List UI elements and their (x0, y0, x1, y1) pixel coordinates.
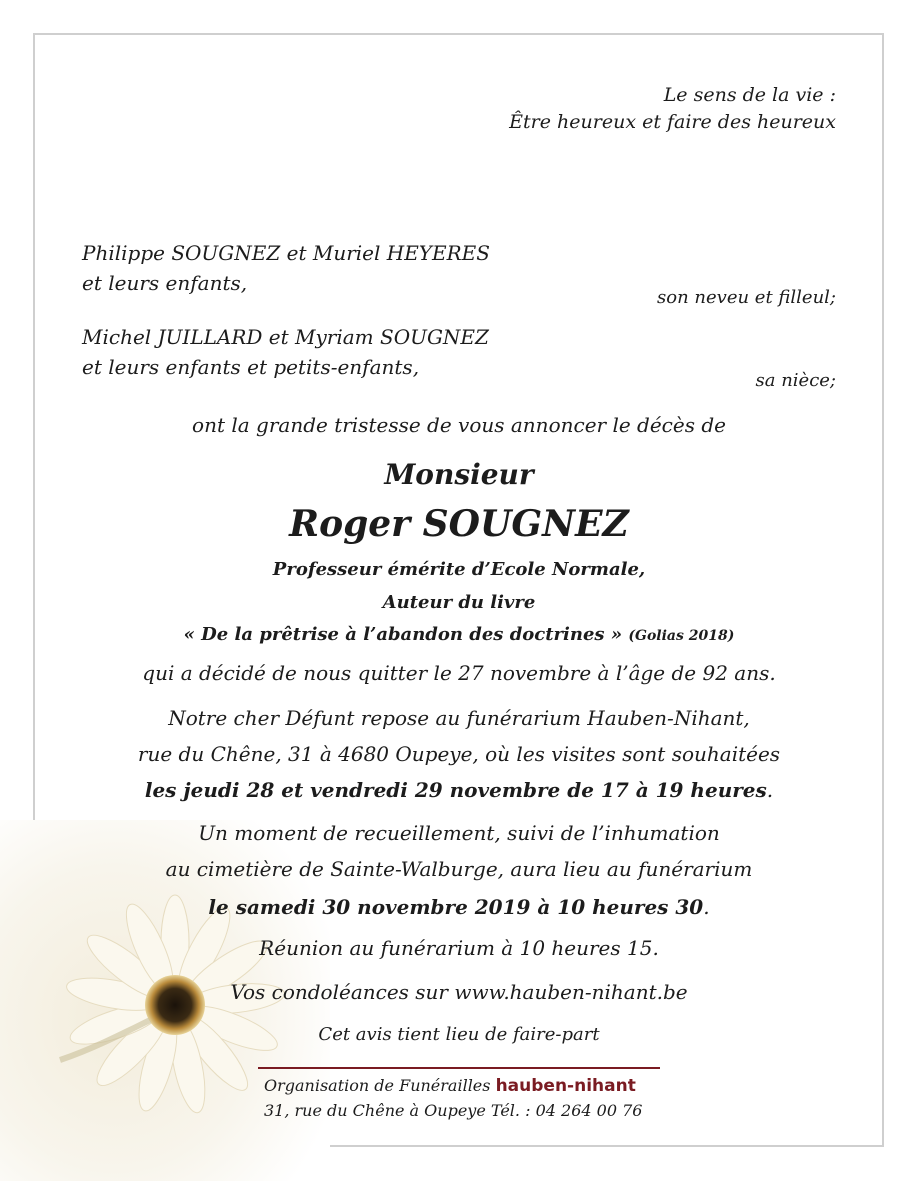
motto (509, 82, 836, 136)
motto-line: Le sens de la vie : (663, 84, 836, 106)
family-detail: et leurs enfants et petits-enfants, (82, 355, 420, 379)
footer-divider (258, 1067, 660, 1069)
punctuation: . (766, 778, 774, 802)
family-relation: sa nièce; (755, 370, 836, 391)
meeting-time: Réunion au funérarium à 10 heures 15. (259, 936, 659, 960)
book-reference: (Golias 2018) (628, 628, 735, 644)
visits-line: rue du Chêne, 31 à 4680 Oupeye, où les visites sont souhaitées (137, 742, 781, 766)
footer-organisation (264, 1076, 636, 1096)
ceremony-schedule (0, 895, 918, 919)
ceremony-line: au cimetière de Sainte-Walburge, aura lieu au funérarium (165, 857, 753, 881)
book-title: « De la prêtrise à l’abandon des doctrines » (183, 624, 623, 645)
condolences-line: Vos condoléances sur www.hauben-nihant.be (230, 980, 688, 1004)
ceremony-date: le samedi 30 novembre 2019 à 10 heures 30 (208, 895, 704, 919)
family-group (82, 238, 490, 298)
death-statement: qui a décidé de nous quitter le 27 novembre à l’âge de 92 ans. (142, 661, 776, 685)
punctuation: . (703, 895, 710, 919)
visits-line: Notre cher Défunt repose au funérarium Hauben-Nihant, (168, 706, 750, 730)
deceased-role: Auteur du livre (382, 592, 536, 613)
ceremony-line: Un moment de recueillement, suivi de l’inhumation (198, 821, 720, 845)
deceased-role: Professeur émérite d’Ecole Normale, (272, 559, 646, 580)
family-detail: et leurs enfants, (82, 271, 248, 295)
brand-logo: hauben-nihant (495, 1076, 636, 1096)
announcement: ont la grande tristesse de vous annoncer le décès de (192, 413, 726, 437)
family-names: Michel JUILLARD et Myriam SOUGNEZ (82, 325, 489, 349)
motto-line: Être heureux et faire des heureux (509, 111, 836, 133)
footer-address: 31, rue du Chêne à Oupeye Tél. : 04 264 00 76 (264, 1101, 643, 1120)
notice-line: Cet avis tient lieu de faire-part (318, 1024, 600, 1045)
family-relation: son neveu et filleul; (657, 287, 836, 308)
footer-org-prefix: Organisation de Funérailles (264, 1076, 491, 1095)
deceased-title: Monsieur (384, 458, 534, 491)
book-title-line (0, 624, 918, 645)
deceased-name: Roger SOUGNEZ (289, 503, 629, 545)
visits-schedule (0, 778, 918, 802)
family-group (82, 322, 489, 382)
visits-dates: les jeudi 28 et vendredi 29 novembre de 17 à 19 heures (144, 778, 767, 802)
family-names: Philippe SOUGNEZ et Muriel HEYERES (82, 241, 490, 265)
